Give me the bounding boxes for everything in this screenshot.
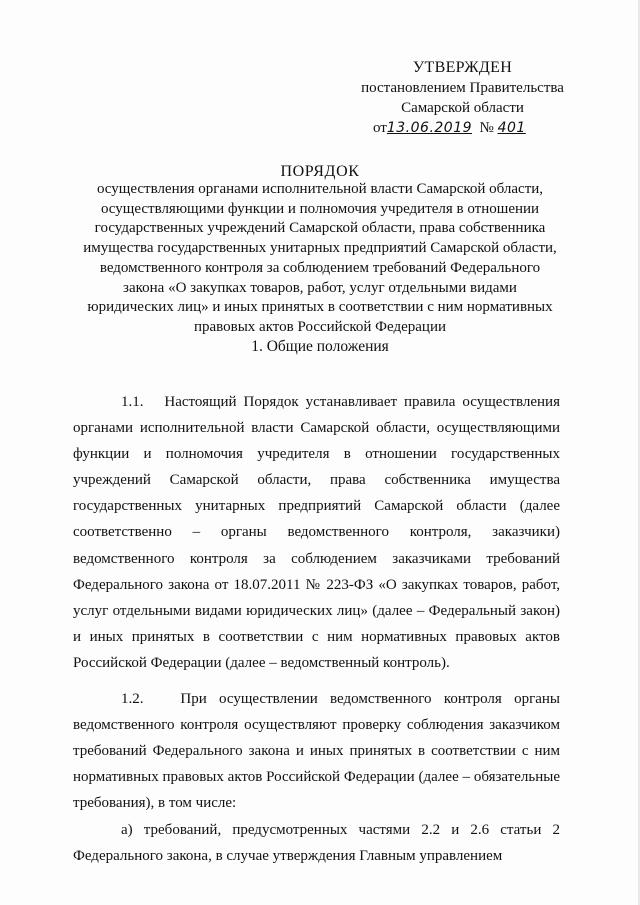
paragraph-1-1: 1.1. Настоящий Порядок устанавливает правила осуществления органами исполнительной власти Самарской области, осуществляющими функции и полномочия учредителя в отношении государственных учреждений Самарской области, права собственника имущества государственных унитарных предприятий Самарской области (далее соответственно – органы ведомственного контроля, заказчики) ведомственного контроля за соблюдением заказчиками требований Федерального закона от 18.07.2011 № 223-ФЗ «О закупках товаров, работ, услуг отдельными видами юридических лиц» (далее – Федеральный закон) и иных принятых в соответствии с ним нормативных правовых актов Российской Федерации (далее – ведомственный контроль). (73, 394, 560, 671)
number-prefix: № (479, 120, 494, 136)
subtitle-line: закона «О закупках товаров, работ, услуг отдельными видами (123, 279, 517, 296)
approval-date-line (355, 118, 570, 138)
approval-line-2: Самарской области (401, 100, 524, 116)
subtitle-line: имущества государственных унитарных предприятий Самарской области, (83, 240, 557, 257)
paragraph-1-2-a: а) требований, предусмотренных частями 2.2 и 2.6 статьи 2 Федерального закона, в случае утверждения Главным управлением (73, 821, 560, 864)
date-prefix: от (373, 120, 387, 136)
subtitle-line: осуществляющими функции и полномочия учредителя в отношении (100, 200, 540, 217)
subtitle-line: правовых актов Российской Федерации (193, 318, 447, 335)
handwritten-date: 13.06.2019 (386, 120, 473, 136)
document-body (73, 389, 560, 879)
approval-stamp (355, 58, 570, 138)
paragraph-1-2: 1.2. При осуществлении ведомственного контроля органы ведомственного контроля осуществляют проверку соблюдения заказчиком требований Федерального закона и иных принятых в соответствии с ним нормативных правовых актов Российской Федерации (далее – обязательные требования), в том числе: (73, 691, 560, 812)
handwritten-number: 401 (497, 120, 526, 136)
subtitle-line: ведомственного контроля за соблюдением требований Федерального (99, 259, 541, 276)
approval-heading: УТВЕРЖДЕН (412, 59, 513, 76)
approval-line-1: постановлением Правительства (361, 80, 564, 96)
document-title: ПОРЯДОК (280, 163, 360, 180)
section-heading: 1. Общие положения (251, 338, 389, 355)
document-subtitle (70, 180, 570, 338)
subtitle-line: юридических лиц» и иных принятых в соответствии с ним нормативных (87, 299, 553, 316)
subtitle-line: государственных учреждений Самарской области, права собственника (94, 220, 546, 237)
subtitle-line: осуществления органами исполнительной власти Самарской области, (96, 181, 544, 197)
